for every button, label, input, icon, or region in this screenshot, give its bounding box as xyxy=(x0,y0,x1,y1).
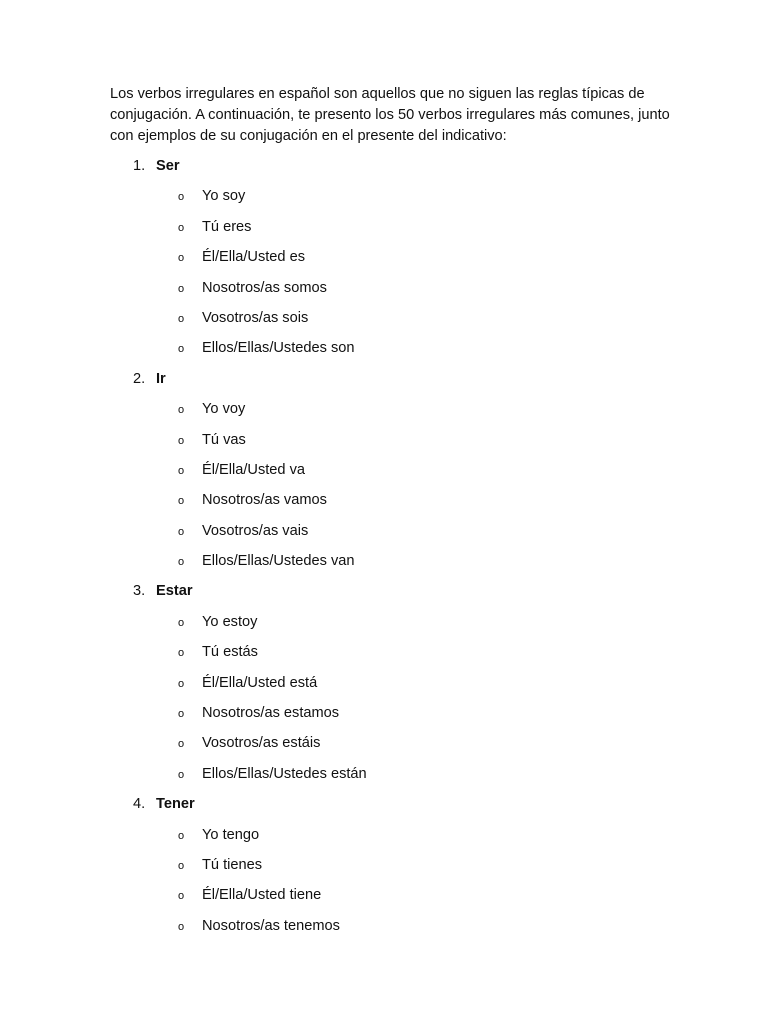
conjugation-item xyxy=(0,672,768,702)
conjugation-text: Nosotros/as vamos xyxy=(202,492,327,509)
conjugation-text: Él/Ella/Usted tiene xyxy=(202,887,322,904)
verb-heading xyxy=(0,580,768,610)
circle-bullet-icon: o xyxy=(178,677,185,690)
conjugation-item xyxy=(0,520,768,550)
conjugation-text: Tú vas xyxy=(202,431,246,448)
circle-bullet-icon: o xyxy=(178,495,185,508)
conjugation-item xyxy=(0,429,768,459)
circle-bullet-icon: o xyxy=(178,738,185,751)
conjugation-item xyxy=(0,337,768,367)
circle-bullet-icon: o xyxy=(178,282,185,295)
conjugation-item xyxy=(0,702,768,732)
verb-list xyxy=(0,155,768,945)
conjugation-text: Vosotros/as estáis xyxy=(202,735,321,752)
circle-bullet-icon: o xyxy=(178,859,185,872)
circle-bullet-icon: o xyxy=(178,312,185,325)
circle-bullet-icon: o xyxy=(178,404,185,417)
circle-bullet-icon: o xyxy=(178,434,185,447)
circle-bullet-icon: o xyxy=(178,920,185,933)
verb-heading xyxy=(0,793,768,823)
conjugation-text: Vosotros/as vais xyxy=(202,522,309,539)
conjugation-text: Nosotros/as somos xyxy=(202,279,327,296)
conjugation-text: Yo estoy xyxy=(202,613,258,630)
circle-bullet-icon: o xyxy=(178,191,185,204)
conjugation-item xyxy=(0,915,768,945)
conjugation-item xyxy=(0,185,768,215)
conjugation-text: Yo voy xyxy=(202,401,246,418)
circle-bullet-icon: o xyxy=(178,890,185,903)
circle-bullet-icon: o xyxy=(178,768,185,781)
verb-heading xyxy=(0,155,768,185)
list-number: 2. xyxy=(133,370,146,387)
conjugation-item xyxy=(0,277,768,307)
conjugation-item xyxy=(0,216,768,246)
verb-name: Ser xyxy=(156,158,180,174)
conjugation-item xyxy=(0,884,768,914)
circle-bullet-icon: o xyxy=(178,616,185,629)
circle-bullet-icon: o xyxy=(178,343,185,356)
circle-bullet-icon: o xyxy=(178,221,185,234)
conjugation-text: Vosotros/as sois xyxy=(202,309,309,326)
verb-name: Estar xyxy=(156,583,193,600)
conjugation-item xyxy=(0,641,768,671)
conjugation-item xyxy=(0,459,768,489)
circle-bullet-icon: o xyxy=(178,525,185,538)
conjugation-item xyxy=(0,732,768,762)
conjugation-item xyxy=(0,550,768,580)
conjugation-item xyxy=(0,246,768,276)
circle-bullet-icon: o xyxy=(178,556,185,569)
verb-name: Ir xyxy=(156,370,166,387)
list-number: 1. xyxy=(133,158,146,174)
conjugation-item xyxy=(0,763,768,793)
conjugation-item xyxy=(0,824,768,854)
conjugation-text: Yo tengo xyxy=(202,826,260,843)
intro-paragraph: Los verbos irregulares en español son aquellos que no siguen las reglas típicas de conjugación. A continuación, te presento los 50 verbos irregulares más comunes, junto con ejemplos de su conjugación en el presente del indicativo: xyxy=(110,86,670,144)
verb-heading xyxy=(0,368,768,398)
conjugation-text: Ellos/Ellas/Ustedes van xyxy=(202,553,355,570)
conjugation-item xyxy=(0,398,768,428)
conjugation-item xyxy=(0,611,768,641)
circle-bullet-icon: o xyxy=(178,647,185,660)
conjugation-item xyxy=(0,307,768,337)
list-number: 3. xyxy=(133,583,146,600)
circle-bullet-icon: o xyxy=(178,708,185,721)
conjugation-text: Yo soy xyxy=(202,188,246,205)
conjugation-text: Él/Ella/Usted está xyxy=(202,674,318,691)
conjugation-text: Nosotros/as estamos xyxy=(202,705,340,722)
conjugation-text: Tú tienes xyxy=(202,856,263,873)
verb-name: Tener xyxy=(156,796,195,813)
circle-bullet-icon: o xyxy=(178,464,185,477)
conjugation-item xyxy=(0,854,768,884)
circle-bullet-icon: o xyxy=(178,829,185,842)
conjugation-text: Nosotros/as tenemos xyxy=(202,917,340,934)
conjugation-text: Él/Ella/Usted va xyxy=(202,461,306,478)
conjugation-item xyxy=(0,489,768,519)
list-number: 4. xyxy=(133,796,146,813)
conjugation-text: Tú estás xyxy=(202,644,258,661)
circle-bullet-icon: o xyxy=(178,252,185,265)
conjugation-text: Ellos/Ellas/Ustedes están xyxy=(202,765,367,782)
conjugation-text: Él/Ella/Usted es xyxy=(202,249,306,266)
conjugation-text: Ellos/Ellas/Ustedes son xyxy=(202,340,355,357)
conjugation-text: Tú eres xyxy=(202,218,252,235)
